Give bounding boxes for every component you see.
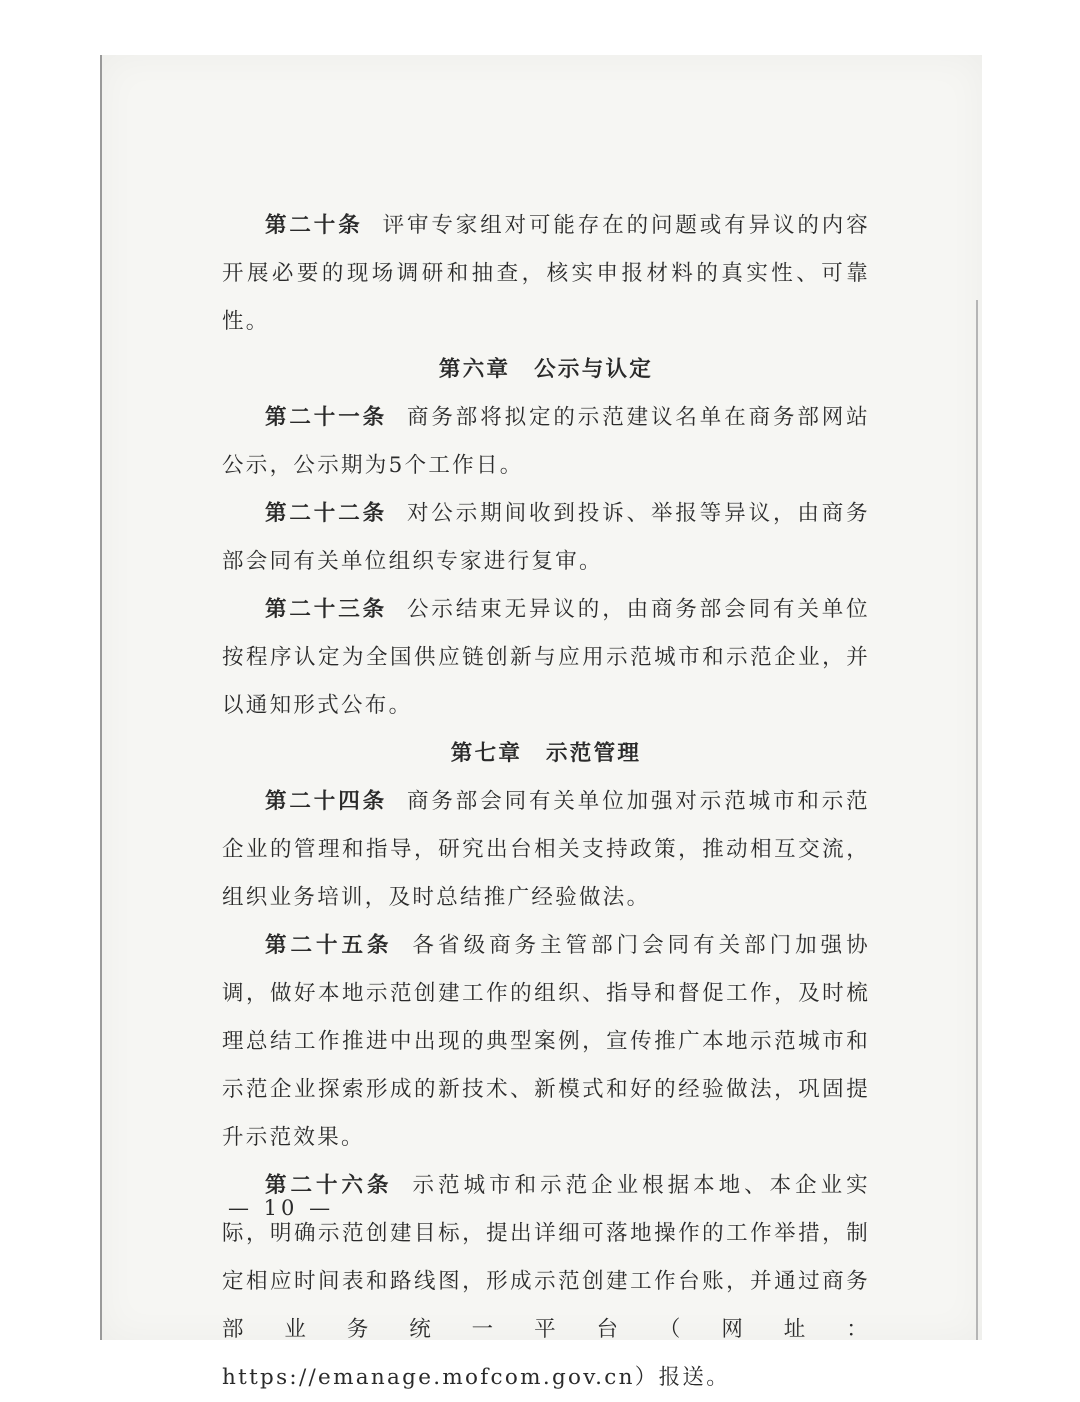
article-24 (222, 778, 870, 922)
article-text: 对公示期间收到投诉、举报等异议，由商务部会同有关单位组织专家进行复审。 (222, 501, 870, 574)
chapter-7-heading: 第七章 示范管理 (450, 741, 642, 766)
article-22 (222, 490, 870, 586)
article-label: 第二十一条 (265, 405, 387, 430)
page-edge (976, 300, 978, 1340)
article-text: 公示结束无异议的，由商务部会同有关单位按程序认定为全国供应链创新与应用示范城市和示范企业，并以通知形式公布。 (222, 597, 870, 718)
article-label: 第二十五条 (265, 933, 393, 958)
article-label: 第二十条 (265, 213, 363, 238)
article-23 (222, 586, 870, 730)
article-text: 评审专家组对可能存在的问题或有异议的内容开展必要的现场调研和抽查，核实申报材料的真实性、可靠性。 (222, 213, 870, 334)
article-20 (222, 202, 870, 346)
chapter-6-heading: 第六章 公示与认定 (438, 357, 654, 382)
article-text: 商务部将拟定的示范建议名单在商务部网站公示，公示期为5个工作日。 (222, 405, 870, 478)
article-label: 第二十三条 (265, 597, 387, 622)
article-label: 第二十二条 (265, 501, 387, 526)
article-21 (222, 394, 870, 490)
article-text: 各省级商务主管部门会同有关部门加强协调，做好本地示范创建工作的组织、指导和督促工作，及时梳理总结工作推进中出现的典型案例，宣传推广本地示范城市和示范企业探索形成的新技术、新模式和好的经验做法，巩固提升示范效果。 (222, 933, 870, 1150)
article-label: 第二十六条 (265, 1173, 393, 1198)
page-number: — 10 — (228, 1196, 335, 1220)
document-body (222, 202, 870, 1402)
article-25 (222, 922, 870, 1162)
article-label: 第二十四条 (265, 789, 387, 814)
article-text: 示范城市和示范企业根据本地、本企业实际，明确示范创建目标，提出详细可落地操作的工作举措，制定相应时间表和路线图，形成示范创建工作台账，并通过商务部业务统一平台（网址：https://emanage.mofcom.gov.cn）报送。 (222, 1173, 870, 1390)
article-text: 商务部会同有关单位加强对示范城市和示范企业的管理和指导，研究出台相关支持政策，推动相互交流，组织业务培训，及时总结推广经验做法。 (222, 789, 870, 910)
